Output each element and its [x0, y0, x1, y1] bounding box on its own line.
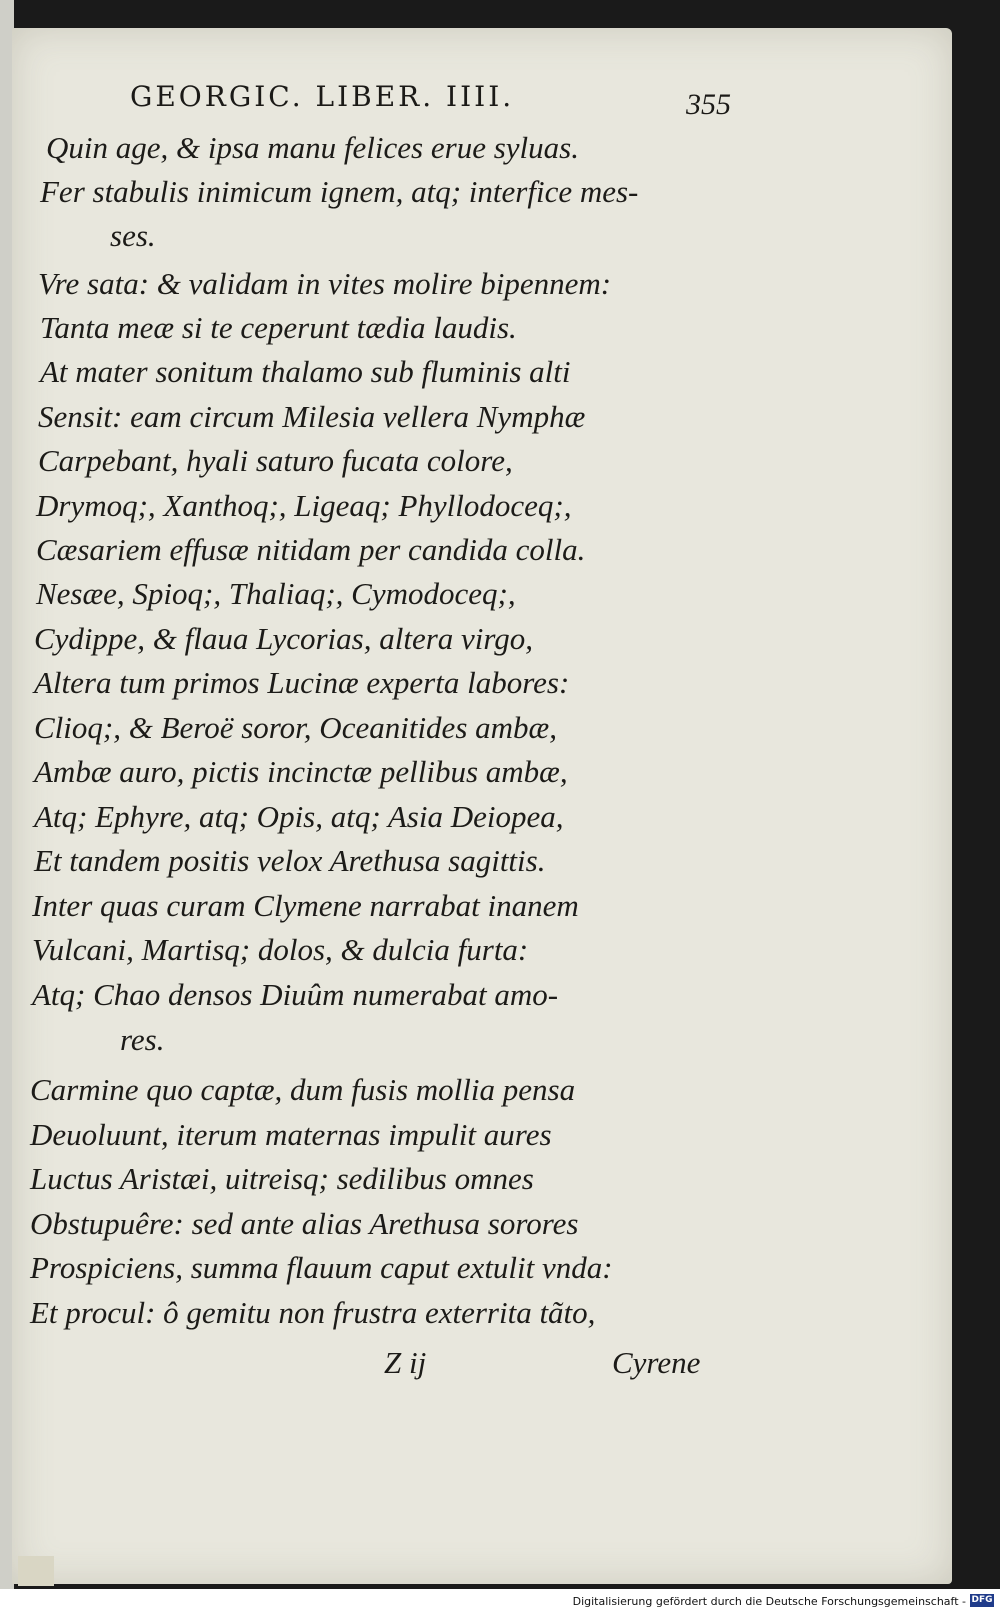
- verse-line: Et tandem positis velox Arethusa sagittis.: [34, 843, 546, 878]
- verse-line: Cydippe, & flaua Lycorias, altera virgo,: [34, 621, 534, 656]
- verse-line: Inter quas curam Clymene narrabat inanem: [32, 888, 579, 923]
- verse-line: Atq; Chao densos Diuûm numerabat amo-: [32, 977, 559, 1012]
- verse-line: Sensit: eam circum Milesia vellera Nymphæ: [38, 399, 586, 434]
- verse-line: Obstupuêre: sed ante alias Arethusa sorores: [30, 1206, 579, 1241]
- verse-line: At mater sonitum thalamo sub fluminis alti: [40, 354, 571, 389]
- verse-line: Carpebant, hyali saturo fucata colore,: [38, 443, 513, 478]
- verse-line: Cæsariem effusæ nitidam per candida colla.: [36, 532, 586, 567]
- verse-line: Quin age, & ipsa manu felices erue syluas.: [46, 130, 579, 165]
- verse-line: res.: [120, 1022, 165, 1057]
- verse-line: Et procul: ô gemitu non frustra exterrita tãto,: [30, 1295, 596, 1330]
- verse-line: Nesæe, Spioq;, Thaliaq;, Cymodoceq;,: [36, 576, 516, 611]
- verse-line: Deuoluunt, iterum maternas impulit aures: [30, 1117, 552, 1152]
- funding-credit: Digitalisierung gefördert durch die Deutsche Forschungsgemeinschaft -: [572, 1595, 966, 1608]
- verse-line: Atq; Ephyre, atq; Opis, atq; Asia Deiopea,: [34, 799, 564, 834]
- verse-line: Vre sata: & validam in vites molire bipennem:: [38, 266, 612, 301]
- verse-line: Tanta meæ si te ceperunt tædia laudis.: [40, 310, 517, 345]
- catchword: Cyrene: [612, 1345, 701, 1380]
- verse-line: Ambæ auro, pictis incinctæ pellibus ambæ,: [34, 754, 568, 789]
- page-number: 355: [686, 88, 731, 121]
- verse-line: Prospiciens, summa flauum caput extulit vnda:: [30, 1250, 613, 1285]
- verse-line: Fer stabulis inimicum ignem, atq; interfice mes-: [40, 174, 639, 209]
- verse-line: Carmine quo captæ, dum fusis mollia pensa: [30, 1072, 576, 1107]
- verse-line: Clioq;, & Beroë soror, Oceanitides ambæ,: [34, 710, 557, 745]
- page-corner-wear: [18, 1556, 54, 1586]
- verse-line: Luctus Aristæi, uitreisq; sedilibus omnes: [30, 1161, 534, 1196]
- signature-mark: Z ij: [384, 1345, 427, 1380]
- verse-line: Drymoq;, Xanthoq;, Ligeaq; Phyllodoceq;,: [36, 488, 572, 523]
- running-title: GEORGIC. LIBER. IIII.: [130, 80, 515, 113]
- verse-line: Altera tum primos Lucinæ experta labores:: [34, 665, 570, 700]
- verse-line: ses.: [110, 218, 156, 253]
- verse-line: Vulcani, Martisq; dolos, & dulcia furta:: [32, 932, 529, 967]
- dfg-logo: DFG: [971, 1595, 993, 1605]
